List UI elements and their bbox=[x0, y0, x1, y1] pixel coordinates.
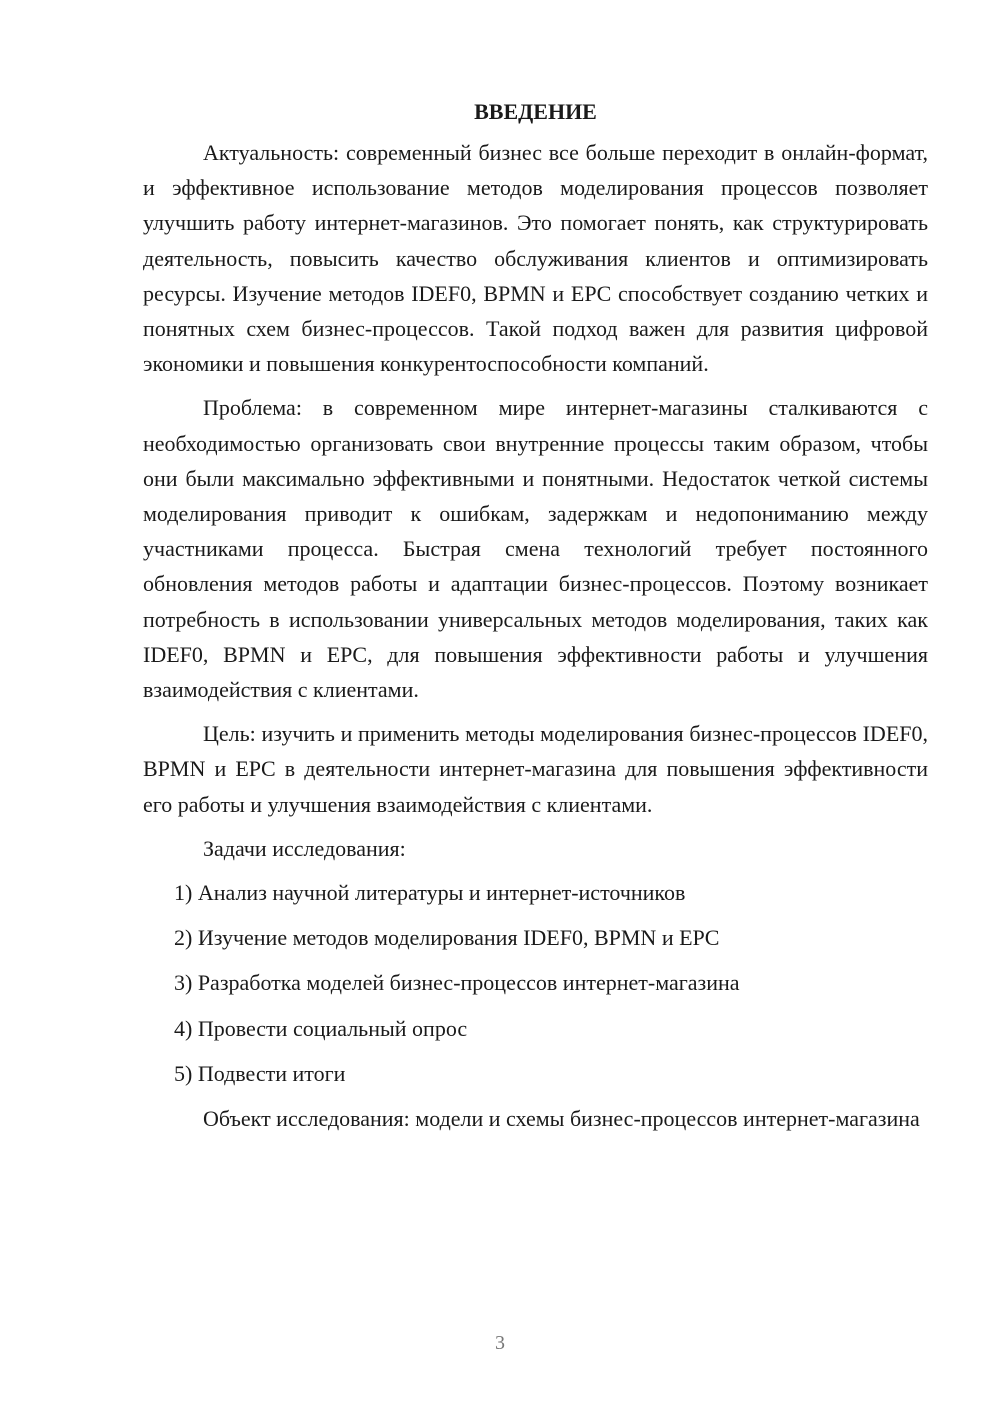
task-item: 3) Разработка моделей бизнес-процессов интернет-магазина bbox=[174, 970, 740, 996]
page-number: 3 bbox=[495, 1332, 505, 1354]
task-list bbox=[143, 875, 928, 1091]
task-item: 1) Анализ научной литературы и интернет-источников bbox=[174, 880, 686, 906]
paragraph-object: Объект исследования: модели и схемы бизнес-процессов интернет-магазина bbox=[203, 1106, 920, 1132]
paragraph-goal: Цель: изучить и применить методы моделирования бизнес-процессов IDEF0, BPMN и EPC в деятельности интернет-магазина для повышения эффективности его работы и улучшения взаимодействия с клиентами. bbox=[143, 721, 928, 817]
paragraph-relevance: Актуальность: современный бизнес все больше переходит в онлайн-формат, и эффективное использование методов моделирования процессов позволяет улучшить работу интернет-магазинов. Это помогает понять, как структурировать деятельность, повысить качество обслуживания клиентов и оптимизировать ресурсы. Изучение методов IDEF0, BPMN и EPC способствует созданию четких и понятных схем бизнес-процессов. Такой подход важен для развития цифровой экономики и повышения конкурентоспособности компаний. bbox=[143, 140, 928, 377]
tasks-title: Задачи исследования: bbox=[203, 835, 406, 861]
task-item: 4) Провести социальный опрос bbox=[174, 1015, 468, 1041]
task-item: 5) Подвести итоги bbox=[174, 1060, 346, 1086]
task-item: 2) Изучение методов моделирования IDEF0, BPMN и EPC bbox=[174, 925, 720, 951]
page-content bbox=[143, 98, 928, 1145]
paragraph-problem: Проблема: в современном мире интернет-магазины сталкиваются с необходимостью организовать свои внутренние процессы таким образом, чтобы они были максимально эффективными и понятными. Недостаток четкой системы моделирования приводит к ошибкам, задержкам и недопониманию между участниками процесса. Быстрая смена технологий требует постоянного обновления методов работы и адаптации бизнес-процессов. Поэтому возникает потребность в использовании универсальных методов моделирования, таких как IDEF0, BPMN и EPC, для повышения эффективности работы и улучшения взаимодействия с клиентами. bbox=[143, 395, 928, 703]
section-heading: ВВЕДЕНИЕ bbox=[474, 99, 597, 124]
